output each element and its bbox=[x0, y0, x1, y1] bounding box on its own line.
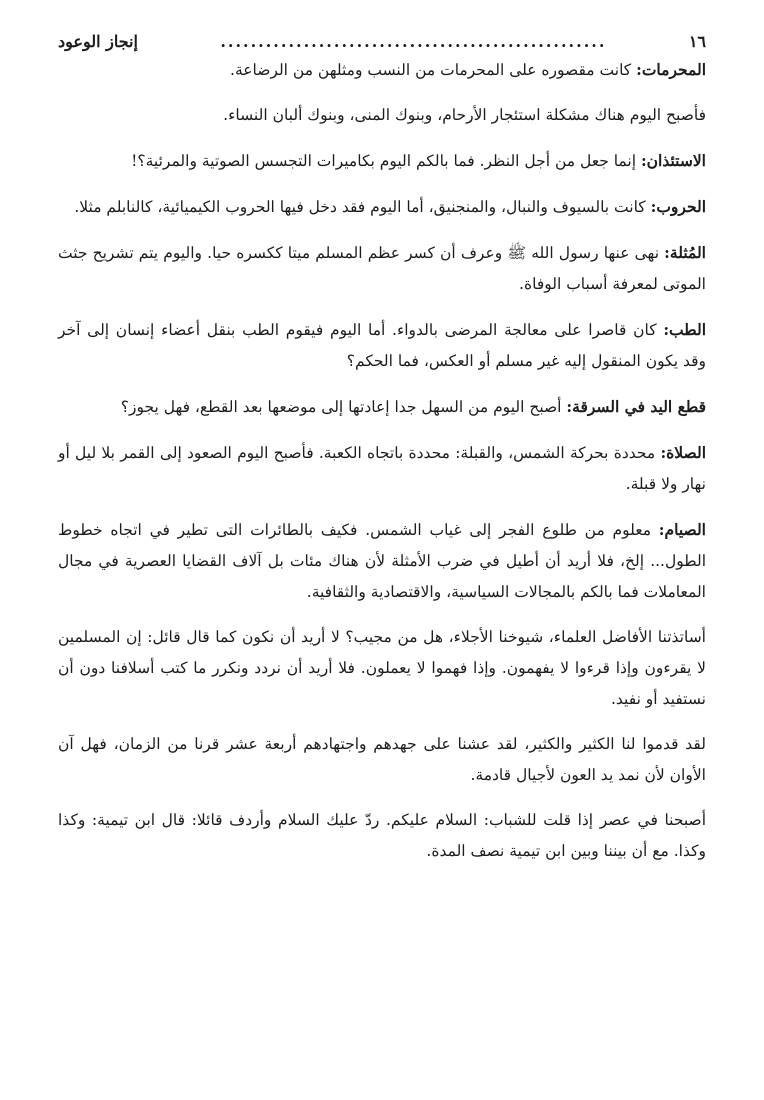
paragraph-text: أساتذتنا الأفاضل العلماء، شيوخنا الأجلاء، هل من مجيب؟ لا أريد أن نكون كما قال قائل: إن المسلمين لا يقرءون وإذا قرءوا لا يفهمون. وإذا فهموا لا يعملون. فلا أريد أن نردد ونكرر ما كتب أسلافنا دون أن نستفيد أو نفيد. bbox=[58, 628, 706, 708]
paragraph-muharramat bbox=[58, 54, 706, 86]
paragraph-text: كانت مقصوره على المحرمات من النسب ومثلهن من الرضاعة. bbox=[230, 61, 637, 79]
paragraph-text: أصبحنا في عصر إذا قلت للشباب: السلام عليكم. ردّ عليك السلام وأردف قائلا: قال ابن تيمية: وكذا وكذا. مع أن بيننا وبين ابن تيمية نصف المدة. bbox=[58, 811, 706, 860]
paragraph-istidhan bbox=[58, 145, 706, 177]
paragraph-salah bbox=[58, 437, 706, 500]
page-number: ١٦ bbox=[688, 32, 706, 51]
paragraph-modern-issues bbox=[58, 100, 706, 131]
paragraph-muthla bbox=[58, 237, 706, 300]
paragraph-tibb bbox=[58, 314, 706, 377]
book-title: إنجاز الوعود bbox=[58, 32, 138, 51]
paragraph-term: المُثلة: bbox=[664, 243, 706, 262]
paragraph-term: قطع اليد في السرقة: bbox=[566, 397, 706, 416]
paragraph-hurub bbox=[58, 191, 706, 223]
book-page bbox=[58, 30, 706, 1070]
paragraph-text: نهى عنها رسول الله ﷺ وعرف أن كسر عظم المسلم ميتا ككسره حيا. واليوم يتم تشريح جثث الموتى لمعرفة أسباب الوفاة. bbox=[58, 244, 706, 293]
paragraph-term: الحروب: bbox=[650, 197, 706, 216]
paragraph-ibn-taymiyya bbox=[58, 805, 706, 867]
paragraph-text: محددة بحركة الشمس، والقبلة: محددة باتجاه الكعبة. فأصبح اليوم الصعود إلى القمر بلا ليل أو نهار ولا قبلة. bbox=[58, 444, 706, 493]
paragraph-text: لقد قدموا لنا الكثير والكثير، لقد عشنا على جهدهم واجتهادهم أربعة عشر قرنا من الزمان، فهل آن الأوان لأن نمد يد العون لأجيال قادمة. bbox=[58, 735, 706, 784]
header-leader-dots: ................................................... bbox=[220, 32, 607, 51]
paragraph-term: الصيام: bbox=[658, 520, 706, 539]
paragraph-text: إنما جعل من أجل النظر. فما بالكم اليوم بكاميرات التجسس الصوتية والمرئية؟! bbox=[131, 152, 641, 170]
paragraph-term: المحرمات: bbox=[636, 60, 706, 79]
paragraph-text: أصبح اليوم من السهل جدا إعادتها إلى موضعها بعد القطع، فهل يجوز؟ bbox=[120, 398, 567, 416]
paragraph-predecessors bbox=[58, 729, 706, 791]
paragraph-term: الطب: bbox=[663, 320, 706, 339]
paragraph-text: فأصبح اليوم هناك مشكلة استئجار الأرحام، وبنوك المنى، وبنوك ألبان النساء. bbox=[223, 106, 706, 124]
body-text bbox=[58, 54, 706, 867]
paragraph-qat-al-yad bbox=[58, 391, 706, 423]
paragraph-text: كان قاصرا على معالجة المرضى بالدواء. أما اليوم فيقوم الطب بنقل أعضاء إنسان إلى آخر وقد يكون المنقول إليه غير مسلم أو العكس، فما الحكم؟ bbox=[58, 321, 706, 370]
paragraph-term: الاستئذان: bbox=[640, 151, 706, 170]
paragraph-term: الصلاة: bbox=[660, 443, 706, 462]
paragraph-text: كانت بالسيوف والنبال، والمنجنيق، أما اليوم فقد دخل فيها الحروب الكيميائية، كالنابلم مثلا. bbox=[74, 198, 651, 216]
running-header bbox=[58, 30, 706, 54]
paragraph-siyam bbox=[58, 514, 706, 608]
paragraph-text: معلوم من طلوع الفجر إلى غياب الشمس. فكيف بالطائرات التى تطير في اتجاه خطوط الطول... إلخ، فلا أريد أن أطيل في ضرب الأمثلة لأن هناك مئات بل آلاف القضايا العصرية في مجال المعاملات فما بالكم بالمجالات السياسية، والاقتصادية والثقافية. bbox=[58, 521, 706, 601]
paragraph-scholars-appeal bbox=[58, 622, 706, 715]
